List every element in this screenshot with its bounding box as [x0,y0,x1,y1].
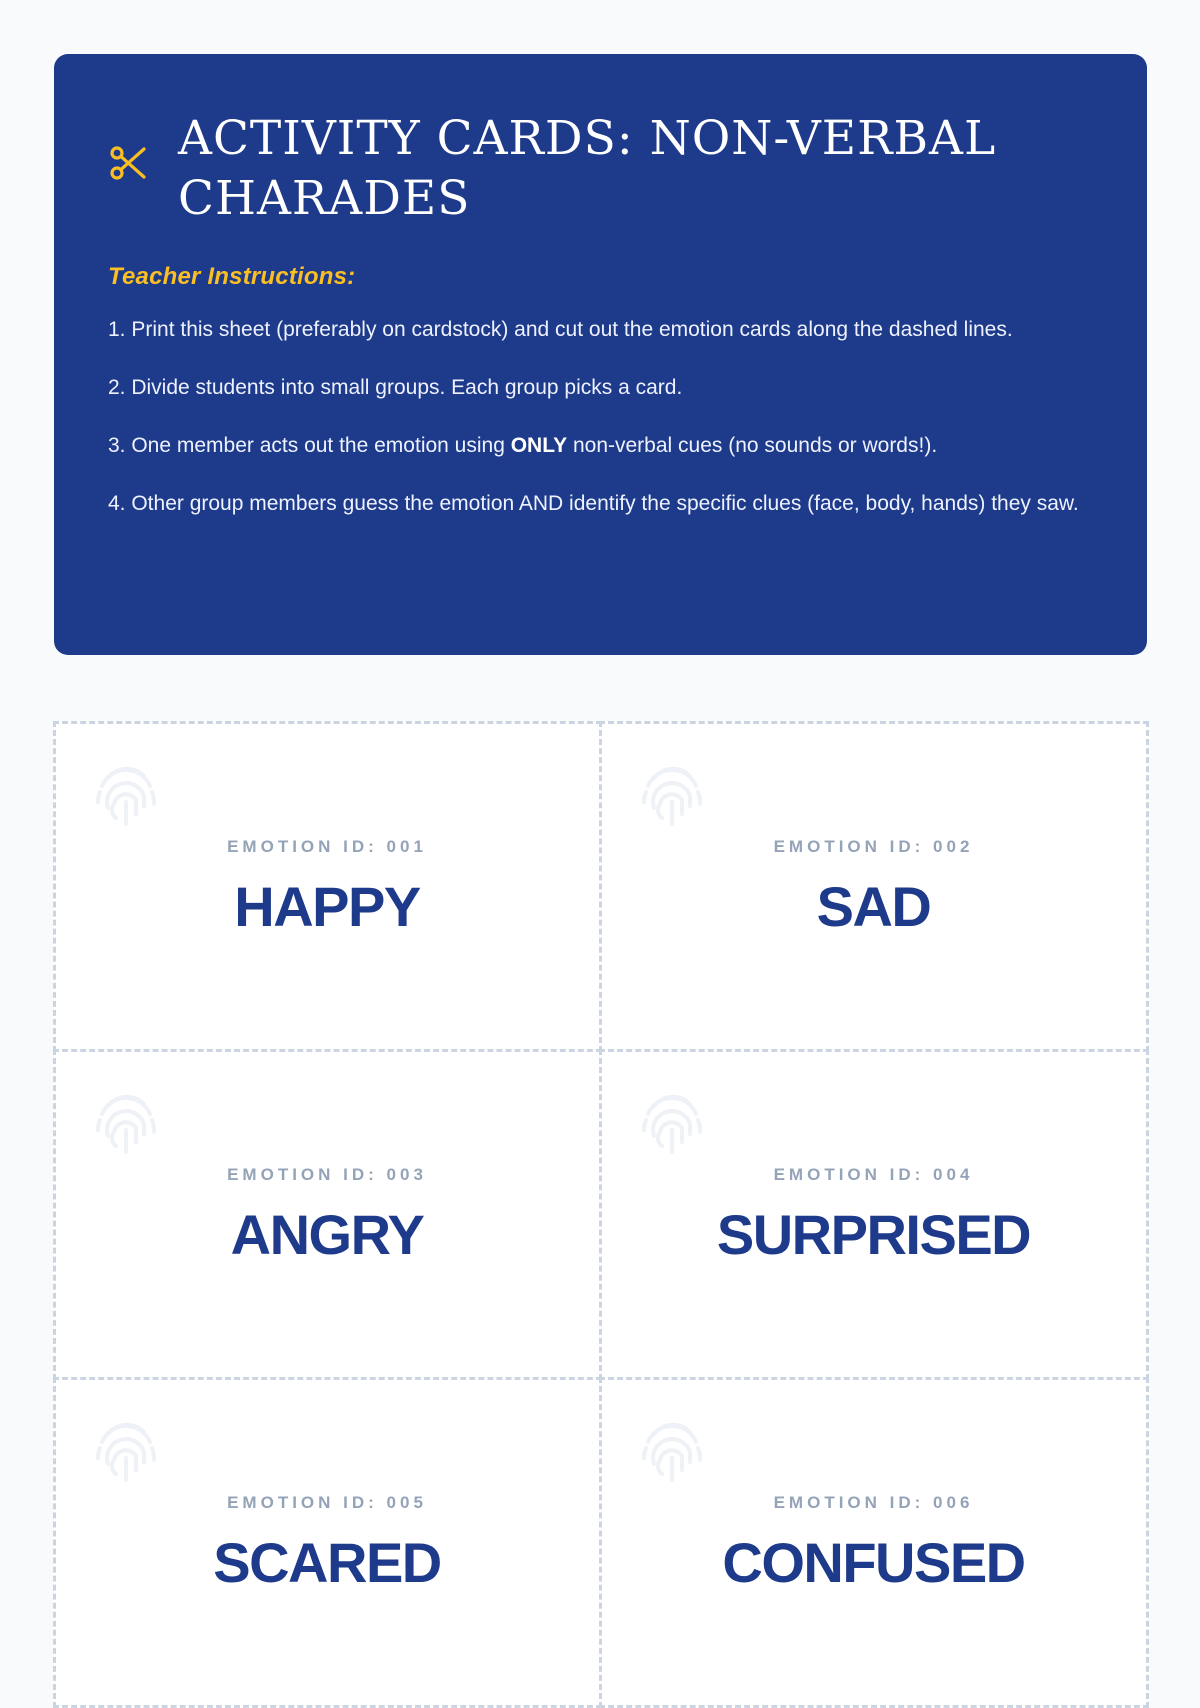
instruction-step: 1. Print this sheet (preferably on cardstock) and cut out the emotion cards along the dashed lines. [108,318,1013,341]
instruction-text: non-verbal cues (no sounds or words!). [567,434,938,457]
instructions-panel [54,54,1147,655]
emotion-card[interactable] [599,721,1149,1052]
emotion-name: SAD [816,874,931,938]
emotion-name: ANGRY [230,1202,424,1266]
scissors-icon [108,143,148,183]
fingerprint-icon [634,756,710,832]
emotion-name: SURPRISED [716,1202,1031,1266]
instruction-step: 4. Other group members guess the emotion AND identify the specific clues (face, body, hands) they saw. [108,492,1079,515]
fingerprint-icon [88,1412,164,1488]
emotion-id: EMOTION ID: 006 [773,1492,974,1512]
instruction-step [108,427,1093,465]
instruction-step: 2. Divide students into small groups. Each group picks a card. [108,376,683,399]
emotion-card[interactable] [53,1049,602,1380]
emotion-card[interactable] [599,1377,1149,1708]
emotion-id: EMOTION ID: 004 [773,1164,974,1184]
emotion-card[interactable] [53,1377,602,1708]
emotion-name: HAPPY [234,874,420,938]
fingerprint-icon [88,1084,164,1160]
title-row [108,109,1093,229]
fingerprint-icon [634,1412,710,1488]
emotion-name: CONFUSED [722,1530,1025,1594]
emotion-card[interactable] [53,721,602,1052]
fingerprint-icon [634,1084,710,1160]
emotion-id: EMOTION ID: 001 [227,836,427,856]
emotion-id: EMOTION ID: 003 [227,1164,427,1184]
emotion-card[interactable] [599,1049,1149,1380]
instructions-list [108,311,1093,523]
emotion-card-grid [54,722,1147,1622]
emotion-id: EMOTION ID: 002 [773,836,974,856]
fingerprint-icon [88,756,164,832]
instructions-heading: Teacher Instructions: [108,263,356,290]
page-title: ACTIVITY CARDS: NON-VERBAL CHARADES [178,111,997,226]
instruction-emphasis: ONLY [510,434,568,457]
emotion-name: SCARED [213,1530,441,1594]
emotion-id: EMOTION ID: 005 [227,1492,427,1512]
instruction-text: 3. One member acts out the emotion using [108,434,511,457]
